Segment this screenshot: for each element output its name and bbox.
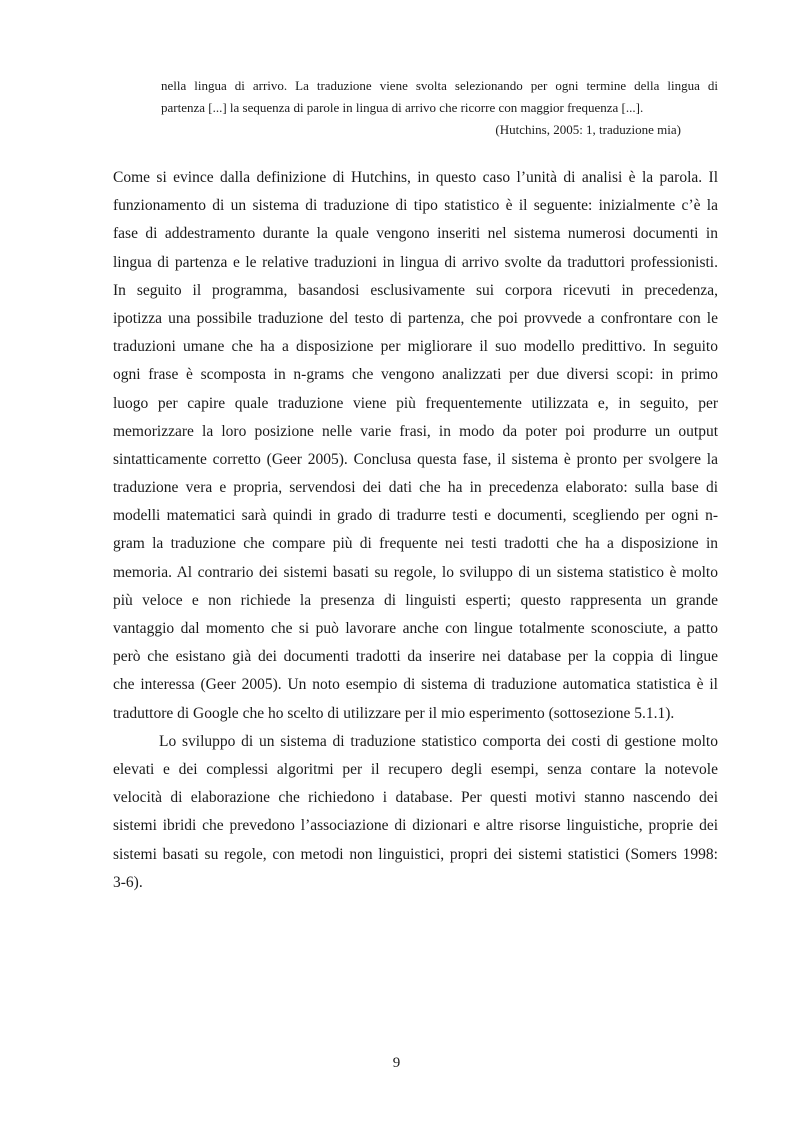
block-quote xyxy=(161,75,718,119)
text-line: funzionamento di un sistema di traduzione di tipo statistico è il seguente: inizialmente c’è la xyxy=(113,197,718,215)
text-line: Lo sviluppo di un sistema di traduzione statistico comporta dei costi di gestione molto xyxy=(159,732,718,750)
quote-citation: (Hutchins, 2005: 1, traduzione mia) xyxy=(495,122,681,137)
body-text xyxy=(113,164,718,897)
text-line: vantaggio dal momento che si può lavorare anche con lingue totalmente sconosciute, a patto xyxy=(113,620,718,637)
text-line: ipotizza una possibile traduzione del testo di partenza, che poi provvede a confrontare con le xyxy=(113,309,718,327)
paragraph-2 xyxy=(113,728,718,897)
text-line: modelli matematici sarà quindi in grado di tradurre testi e documenti, scegliendo per ogni n- xyxy=(113,507,718,525)
text-line: gram la traduzione che compare più di frequente nei testi tradotti che ha a disposizione in xyxy=(113,535,718,553)
text-line: elevati e dei complessi algoritmi per il recupero degli esempi, senza contare la notevole xyxy=(113,760,718,778)
page-number: 9 xyxy=(392,1055,401,1071)
text-line: In seguito il programma, basandosi esclusivamente sui corpora ricevuti in precedenza, xyxy=(113,281,718,299)
text-line: sistemi basati su regole, con metodi non linguistici, propri dei sistemi statistici (Somers 1998: xyxy=(113,845,718,863)
text-line: traduzione vera e propria, servendosi dei dati che ha in precedenza elaborato: sulla base di xyxy=(113,479,718,497)
quote-line: nella lingua di arrivo. La traduzione viene svolta selezionando per ogni termine della lingua di xyxy=(161,78,718,93)
quote-line: partenza [...] la sequenza di parole in lingua di arrivo che ricorre con maggior frequenza [...]. xyxy=(161,100,644,115)
text-line: però che esistano già dei documenti tradotti da inserire nei database per la coppia di lingue xyxy=(113,648,718,666)
text-line: traduzioni umane che ha a disposizione per migliorare il suo modello predittivo. In seguito xyxy=(113,338,718,356)
text-line: 3-6). xyxy=(113,873,143,891)
paragraph-1 xyxy=(113,164,718,728)
text-line: lingua di partenza e le relative traduzioni in lingua di arrivo svolte da traduttori professionisti. xyxy=(113,253,718,271)
text-line: memorizzare la loro posizione nelle varie frasi, in modo da poter poi produrre un output xyxy=(113,422,718,440)
text-line: luogo per capire quale traduzione viene più frequentemente utilizzata e, in seguito, per xyxy=(113,394,718,412)
text-line: memoria. Al contrario dei sistemi basati su regole, lo sviluppo di un sistema statistico è molto xyxy=(113,563,718,581)
text-line: ogni frase è scomposta in n-grams che vengono analizzati per due diversi scopi: in primo xyxy=(113,366,718,384)
text-line: velocità di elaborazione che richiedono i database. Per questi motivi stanno nascendo dei xyxy=(113,789,718,807)
text-line: fase di addestramento durante la quale vengono inseriti nel sistema numerosi documenti in xyxy=(113,225,718,243)
text-line: più veloce e non richiede la presenza di linguisti esperti; questo rappresenta un grande xyxy=(113,591,718,609)
text-line: traduttore di Google che ho scelto di utilizzare per il mio esperimento (sottosezione 5.1.1). xyxy=(113,704,675,722)
text-line: sistemi ibridi che prevedono l’associazione di dizionari e altre risorse linguistiche, proprie dei xyxy=(113,817,718,835)
text-line: che interessa (Geer 2005). Un noto esempio di sistema di traduzione automatica statistica è il xyxy=(113,676,718,694)
text-line: sintatticamente corretto (Geer 2005). Conclusa questa fase, il sistema è pronto per svolgere la xyxy=(113,450,718,468)
text-line: Come si evince dalla definizione di Hutchins, in questo caso l’unità di analisi è la parola. Il xyxy=(113,169,718,186)
